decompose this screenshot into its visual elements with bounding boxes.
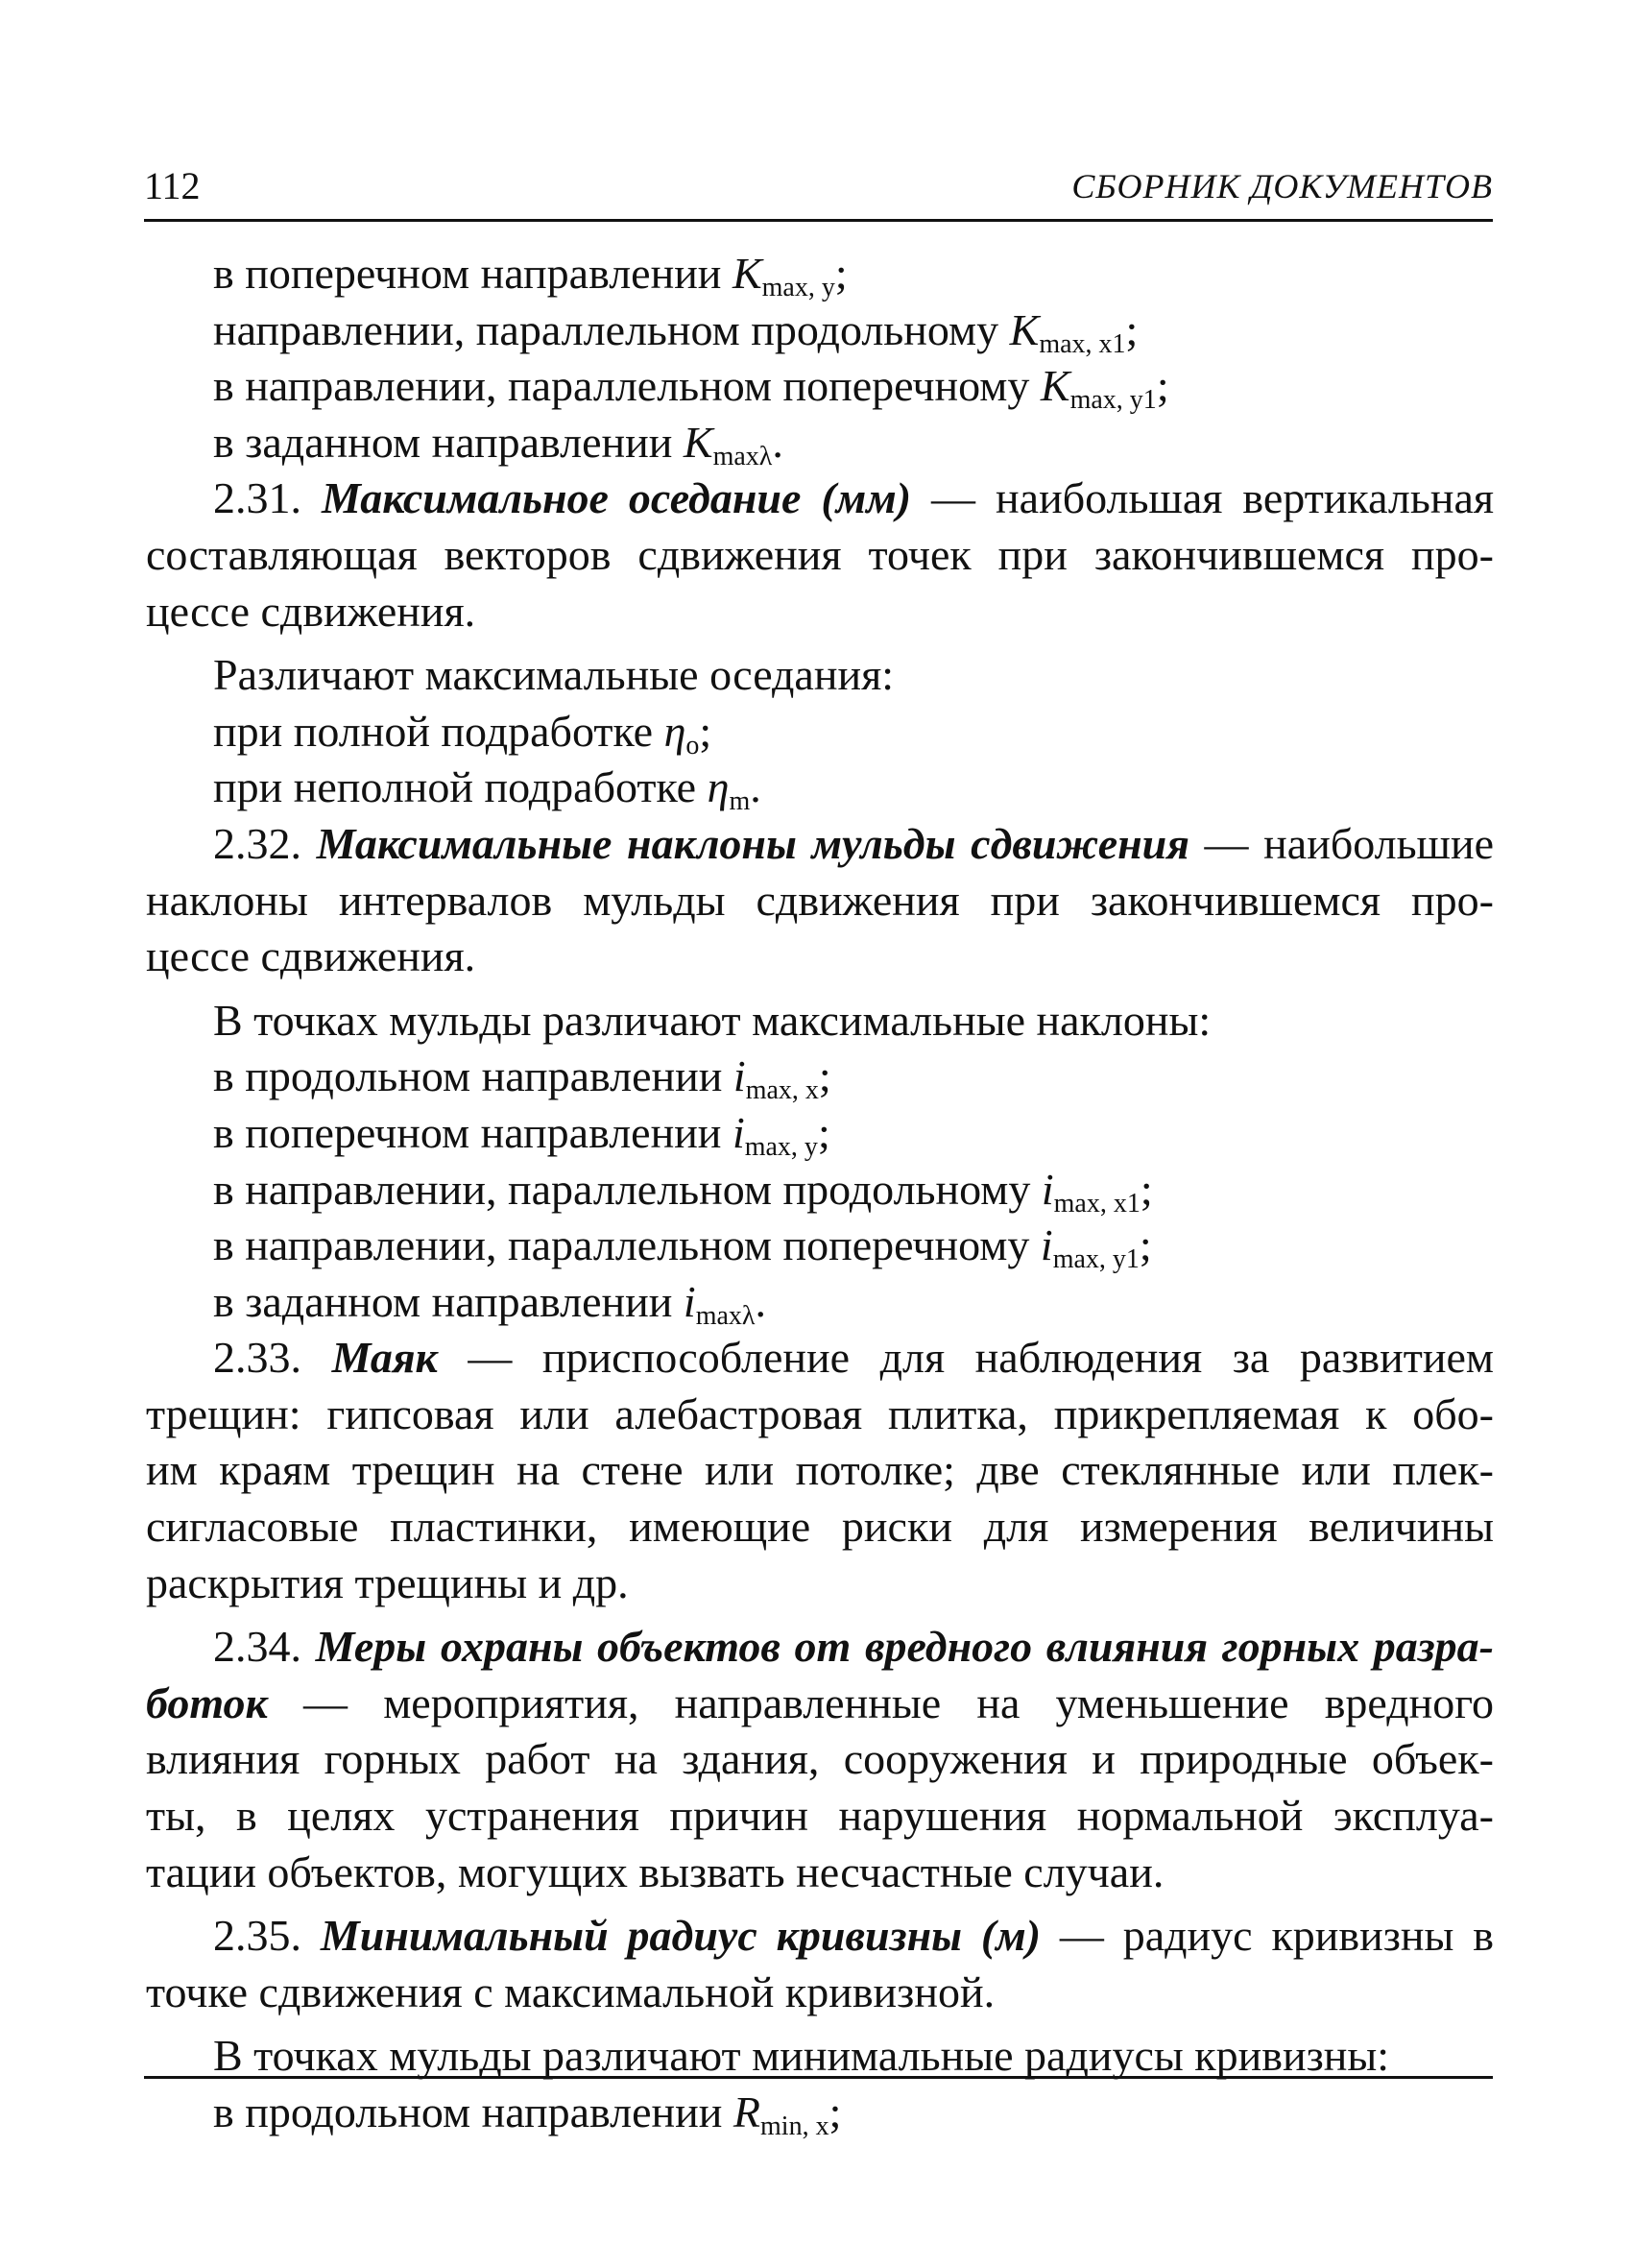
- term: Максимальные наклоны мульды сдвижения: [316, 818, 1189, 868]
- definition-2-32: 2.32. Максимальные наклоны мульды сдвижения — наибольшие: [213, 818, 1494, 868]
- definition-2-33: 2.33. Маяк — приспособление для наблюдения за развитием: [213, 1333, 1495, 1383]
- footer-rule: [144, 2076, 1493, 2079]
- formula-line: в направлении, параллельном поперечному $i_{max, y1}$;: [213, 1220, 1152, 1275]
- paragraph-line: В точках мульды различают максимальные наклоны:: [213, 995, 1212, 1045]
- page-header: [144, 163, 1493, 222]
- page-number: 112: [144, 164, 201, 207]
- term: Минимальный радиус кривизны (м): [320, 1911, 1042, 1961]
- formula-line: в поперечном направлении $i_{max, y}$;: [213, 1107, 830, 1162]
- paragraph-line: наклоны интервалов мульды сдвижения при закончившемся про-: [146, 875, 1494, 925]
- paragraph-line: раскрытия трещины и др.: [146, 1557, 629, 1607]
- paragraph-line: влияния горных работ на здания, сооружения и природные объек-: [146, 1734, 1494, 1784]
- paragraph-line: сигласовые пластинки, имеющие риски для измерения величины: [146, 1502, 1494, 1552]
- formula-line: в направлении, параллельном продольному $i_{max, x1}$;: [213, 1164, 1153, 1218]
- formula-line: в заданном направлении $K_{max\lambda}$.: [213, 417, 783, 471]
- definition-2-35: 2.35. Минимальный радиус кривизны (м) — радиус кривизны в: [213, 1911, 1495, 1961]
- paragraph-line: боток — мероприятия, направленные на уменьшение вредного: [146, 1677, 1494, 1727]
- formula-line: в заданном направлении $i_{max\lambda}$.: [213, 1276, 766, 1331]
- definition-2-34: 2.34. Меры охраны объектов от вредного влияния горных разра-: [213, 1622, 1494, 1672]
- formula-line: в продольном направлении $i_{max, x}$;: [213, 1051, 831, 1106]
- paragraph-line: Различают максимальные оседания:: [213, 650, 895, 700]
- paragraph-line: ты, в целях устранения причин нарушения нормальной эксплуа-: [146, 1791, 1494, 1841]
- paragraph-line: цессе сдвижения.: [146, 586, 476, 636]
- term: Меры охраны объектов от вредного влияния горных разра-: [315, 1622, 1494, 1672]
- formula-line: при полной подработке $\eta_o$;: [213, 706, 712, 760]
- definition-2-31: 2.31. Максимальное оседание (мм) — наибольшая вертикальная: [213, 473, 1495, 523]
- paragraph-line: В точках мульды различают минимальные радиусы кривизны:: [213, 2031, 1390, 2081]
- paragraph-line: тации объектов, могущих вызвать несчастные случаи.: [146, 1846, 1165, 1896]
- paragraph-line: составляющая векторов сдвижения точек при закончившемся про-: [146, 529, 1494, 579]
- paragraph-line: цессе сдвижения.: [146, 931, 476, 981]
- paragraph-line: трещин: гипсовая или алебастровая плитка, прикрепляемая к обо-: [146, 1388, 1494, 1438]
- paragraph-line: им краям трещин на стене или потолке; две стеклянные или плек-: [146, 1445, 1494, 1495]
- formula-line: в продольном направлении $R_{min, x}$;: [213, 2087, 842, 2141]
- page-body: [146, 246, 1494, 2141]
- term: Маяк: [331, 1333, 438, 1383]
- formula-line: в поперечном направлении $K_{max, y}$;: [213, 249, 848, 302]
- paragraph-line: точке сдвижения с максимальной кривизной.: [146, 1966, 996, 2016]
- term: боток: [146, 1677, 268, 1727]
- formula-line: в направлении, параллельном поперечному $K_{max, y1}$;: [213, 361, 1169, 416]
- formula-line: направлении, параллельном продольному $K_{max, x1}$;: [213, 304, 1139, 359]
- formula-line: при неполной подработке $\eta_m$.: [213, 762, 761, 817]
- term: Максимальное оседание (мм): [322, 473, 912, 523]
- running-title: СБОРНИК ДОКУМЕНТОВ: [1071, 167, 1493, 205]
